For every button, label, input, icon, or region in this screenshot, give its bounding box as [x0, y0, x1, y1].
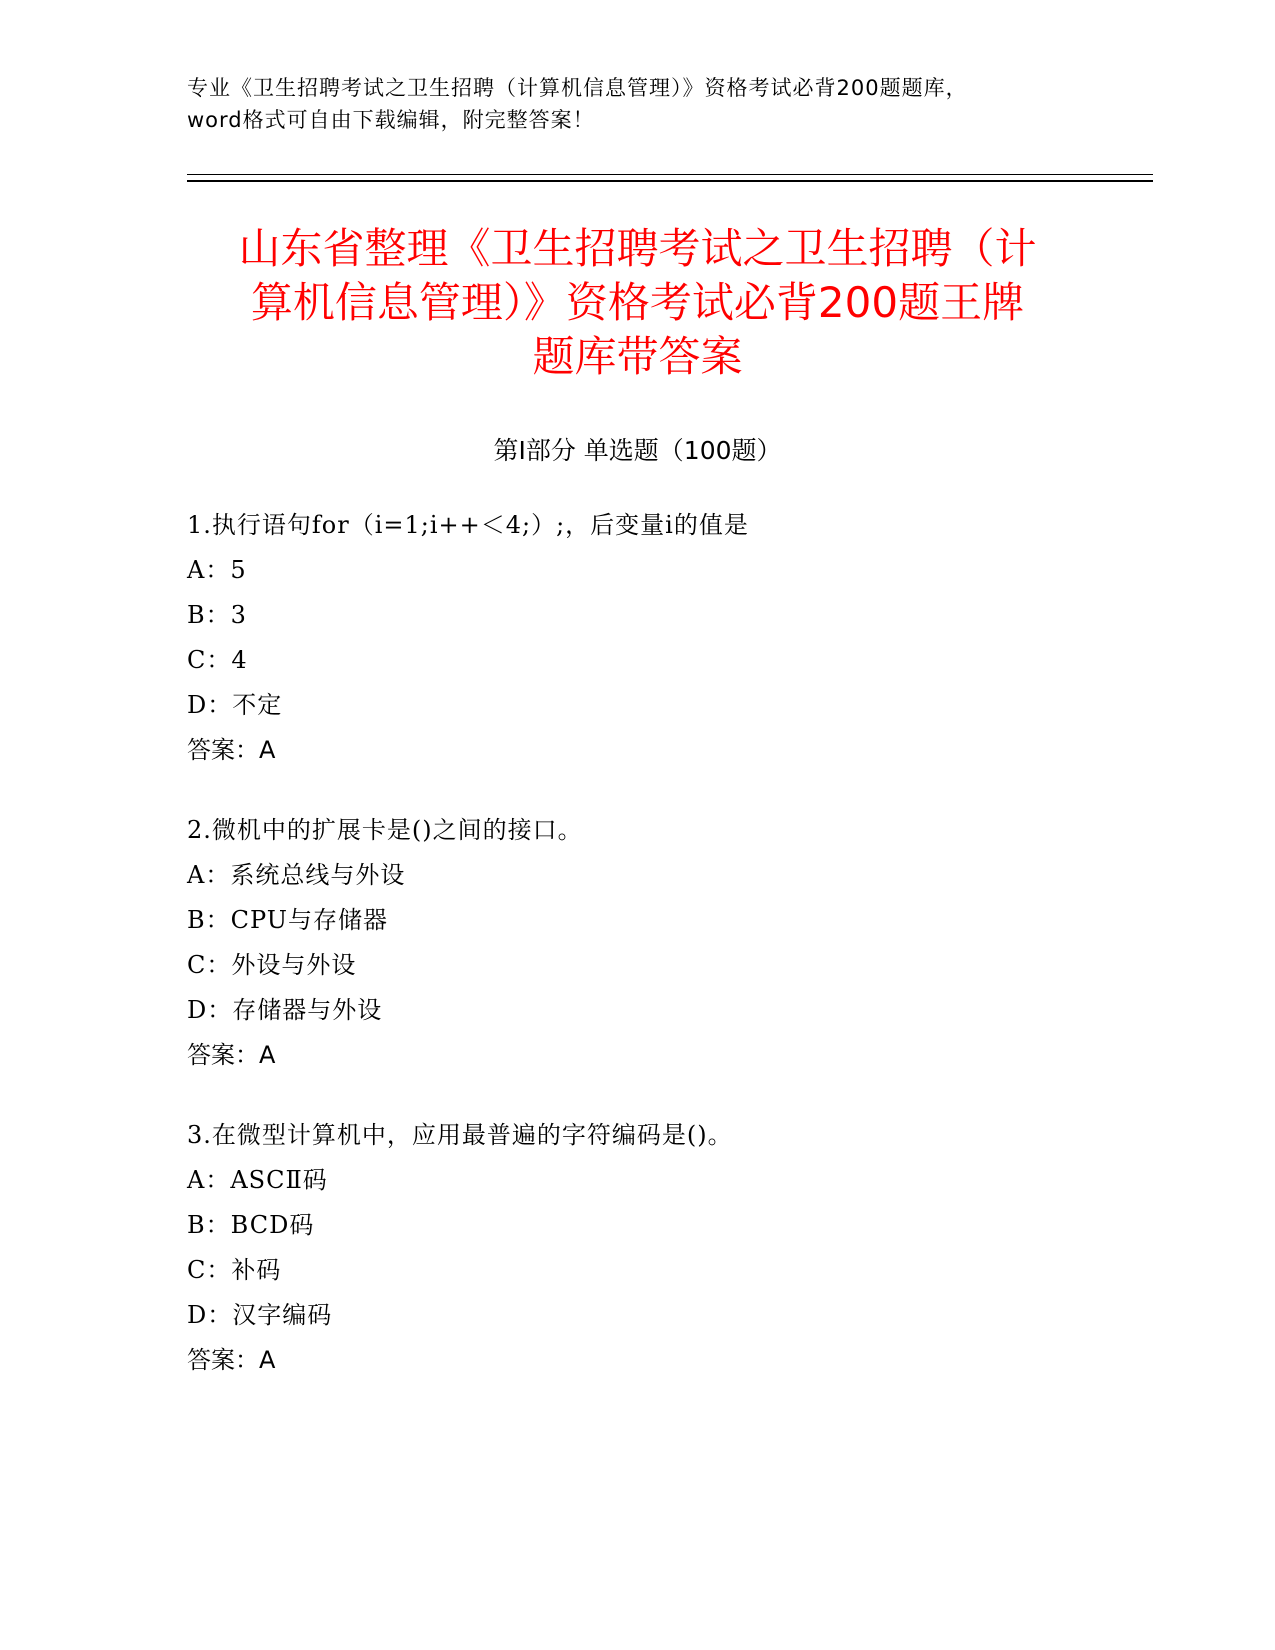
- option-d: D：汉字编码: [187, 1301, 333, 1329]
- header-line-1: 专业《卫生招聘考试之卫生招聘（计算机信息管理）》资格考试必背200题题库，: [187, 76, 968, 100]
- title-line-3: 题库带答案: [532, 332, 743, 381]
- section-title: 第Ⅰ部分 单选题（100题）: [493, 436, 782, 465]
- question-1: [187, 503, 1147, 773]
- question-text: 3.在微型计算机中，应用最普遍的字符编码是()。: [187, 1121, 733, 1149]
- option-c: C：4: [187, 646, 248, 674]
- answer: 答案：A: [187, 1041, 276, 1069]
- option-d: D：不定: [187, 691, 283, 719]
- option-a: A：ASCⅡ码: [187, 1166, 328, 1194]
- option-c: C：补码: [187, 1256, 282, 1284]
- header-divider-thin: [187, 174, 1153, 175]
- question-2: [187, 808, 1147, 1078]
- header-line-2: word格式可自由下载编辑，附完整答案！: [187, 108, 595, 132]
- title-line-2: 算机信息管理）》资格考试必背200题王牌: [250, 278, 1025, 327]
- option-a: A：系统总线与外设: [187, 861, 406, 889]
- option-b: B：3: [187, 601, 247, 629]
- question-text: 2.微机中的扩展卡是()之间的接口。: [187, 816, 583, 844]
- option-b: B：CPU与存储器: [187, 906, 388, 934]
- option-a: A：5: [187, 556, 247, 584]
- document-title: [180, 222, 1095, 384]
- header-divider-thick: [187, 180, 1153, 182]
- option-d: D：存储器与外设: [187, 996, 383, 1024]
- document-header: [187, 72, 1087, 136]
- option-c: C：外设与外设: [187, 951, 357, 979]
- answer: 答案：A: [187, 736, 276, 764]
- question-3: [187, 1113, 1147, 1383]
- answer: 答案：A: [187, 1346, 276, 1374]
- question-text: 1.执行语句for（i=1;i++＜4;）;，后变量i的值是: [187, 511, 749, 539]
- title-line-1: 山东省整理《卫生招聘考试之卫生招聘（计: [238, 224, 1037, 273]
- option-b: B：BCD码: [187, 1211, 315, 1239]
